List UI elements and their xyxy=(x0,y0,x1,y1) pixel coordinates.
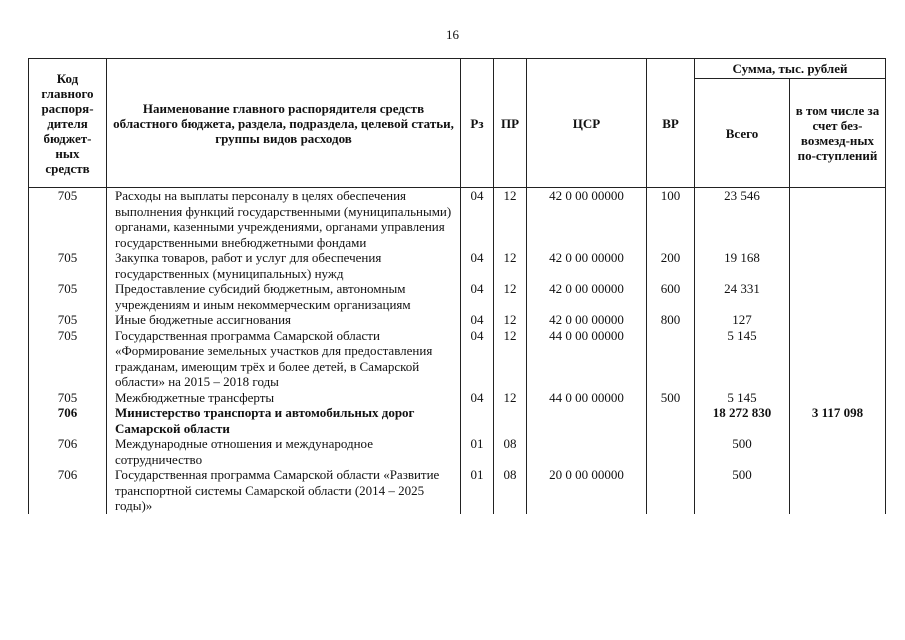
cell-rz: 04 xyxy=(461,390,494,406)
cell-rz: 04 xyxy=(461,328,494,390)
cell-csr xyxy=(527,405,647,436)
cell-rz xyxy=(461,405,494,436)
cell-total: 127 xyxy=(695,312,790,328)
cell-grants xyxy=(790,467,886,514)
cell-name: Государственная программа Самарской области «Формирование земельных участков для предоставления гражданам, имеющим трёх и более детей, в Самарской области» на 2015 – 2018 годы xyxy=(107,328,461,390)
cell-total: 5 145 xyxy=(695,390,790,406)
cell-pr xyxy=(494,405,527,436)
cell-pr: 12 xyxy=(494,250,527,281)
cell-grants xyxy=(790,436,886,467)
cell-grants xyxy=(790,250,886,281)
cell-grants xyxy=(790,328,886,390)
header-rz: Рз xyxy=(461,59,494,188)
cell-name: Закупка товаров, работ и услуг для обеспечения государственных (муниципальных) нужд xyxy=(107,250,461,281)
cell-name: Предоставление субсидий бюджетным, автономным учреждениям и иным некоммерческим организациям xyxy=(107,281,461,312)
cell-csr: 42 0 00 00000 xyxy=(527,281,647,312)
cell-name: Межбюджетные трансферты xyxy=(107,390,461,406)
table-row xyxy=(29,390,886,406)
cell-pr: 12 xyxy=(494,281,527,312)
cell-code: 706 xyxy=(29,436,107,467)
cell-vr: 100 xyxy=(647,188,695,251)
cell-vr xyxy=(647,328,695,390)
table-row xyxy=(29,188,886,251)
cell-vr: 500 xyxy=(647,390,695,406)
cell-pr: 12 xyxy=(494,390,527,406)
header-sum: Сумма, тыс. рублей xyxy=(695,59,886,79)
cell-vr xyxy=(647,436,695,467)
cell-rz: 01 xyxy=(461,467,494,514)
cell-pr: 08 xyxy=(494,436,527,467)
cell-code: 705 xyxy=(29,328,107,390)
page-number: 16 xyxy=(446,27,459,42)
header-total: Всего xyxy=(695,79,790,188)
cell-name: Министерство транспорта и автомобильных дорог Самарской области xyxy=(107,405,461,436)
cell-vr: 800 xyxy=(647,312,695,328)
cell-vr: 600 xyxy=(647,281,695,312)
cell-code: 705 xyxy=(29,312,107,328)
header-code: Код главного распоря-дителя бюджет-ных средств xyxy=(29,59,107,188)
cell-grants: 3 117 098 xyxy=(790,405,886,436)
cell-total: 18 272 830 xyxy=(695,405,790,436)
header-pr: ПР xyxy=(494,59,527,188)
cell-csr xyxy=(527,436,647,467)
cell-csr: 20 0 00 00000 xyxy=(527,467,647,514)
cell-total: 23 546 xyxy=(695,188,790,251)
cell-csr: 42 0 00 00000 xyxy=(527,312,647,328)
cell-code: 705 xyxy=(29,188,107,251)
cell-rz: 01 xyxy=(461,436,494,467)
cell-vr xyxy=(647,405,695,436)
header-vr: ВР xyxy=(647,59,695,188)
cell-grants xyxy=(790,281,886,312)
cell-name: Иные бюджетные ассигнования xyxy=(107,312,461,328)
cell-grants xyxy=(790,188,886,251)
header-grants: в том числе за счет без-возмезд-ных по-ступлений xyxy=(790,79,886,188)
cell-pr: 12 xyxy=(494,328,527,390)
cell-name: Государственная программа Самарской области «Развитие транспортной системы Самарской области (2014 – 2025 годы)» xyxy=(107,467,461,514)
cell-csr: 44 0 00 00000 xyxy=(527,328,647,390)
cell-grants xyxy=(790,312,886,328)
cell-pr: 12 xyxy=(494,312,527,328)
cell-total: 500 xyxy=(695,467,790,514)
header-name: Наименование главного распорядителя средств областного бюджета, раздела, подраздела, целевой статьи, группы видов расходов xyxy=(107,59,461,188)
budget-table xyxy=(28,58,886,514)
cell-csr: 44 0 00 00000 xyxy=(527,390,647,406)
cell-csr: 42 0 00 00000 xyxy=(527,188,647,251)
cell-total: 24 331 xyxy=(695,281,790,312)
cell-rz: 04 xyxy=(461,250,494,281)
table-row xyxy=(29,281,886,312)
cell-rz: 04 xyxy=(461,312,494,328)
cell-code: 706 xyxy=(29,405,107,436)
cell-total: 500 xyxy=(695,436,790,467)
cell-code: 705 xyxy=(29,390,107,406)
cell-name: Расходы на выплаты персоналу в целях обеспечения выполнения функций государственными (муниципальными) органами, казенными учреждениями, органами управления государственными внебюджетными фондами xyxy=(107,188,461,251)
cell-code: 705 xyxy=(29,281,107,312)
table-row xyxy=(29,328,886,390)
header-csr: ЦСР xyxy=(527,59,647,188)
table-row xyxy=(29,312,886,328)
cell-rz: 04 xyxy=(461,281,494,312)
table-row xyxy=(29,467,886,514)
cell-name: Международные отношения и международное сотрудничество xyxy=(107,436,461,467)
cell-code: 705 xyxy=(29,250,107,281)
cell-vr: 200 xyxy=(647,250,695,281)
table-row xyxy=(29,436,886,467)
cell-code: 706 xyxy=(29,467,107,514)
cell-csr: 42 0 00 00000 xyxy=(527,250,647,281)
cell-total: 19 168 xyxy=(695,250,790,281)
cell-total: 5 145 xyxy=(695,328,790,390)
cell-pr: 08 xyxy=(494,467,527,514)
cell-rz: 04 xyxy=(461,188,494,251)
table-row xyxy=(29,405,886,436)
table-row xyxy=(29,250,886,281)
cell-pr: 12 xyxy=(494,188,527,251)
cell-vr xyxy=(647,467,695,514)
cell-grants xyxy=(790,390,886,406)
